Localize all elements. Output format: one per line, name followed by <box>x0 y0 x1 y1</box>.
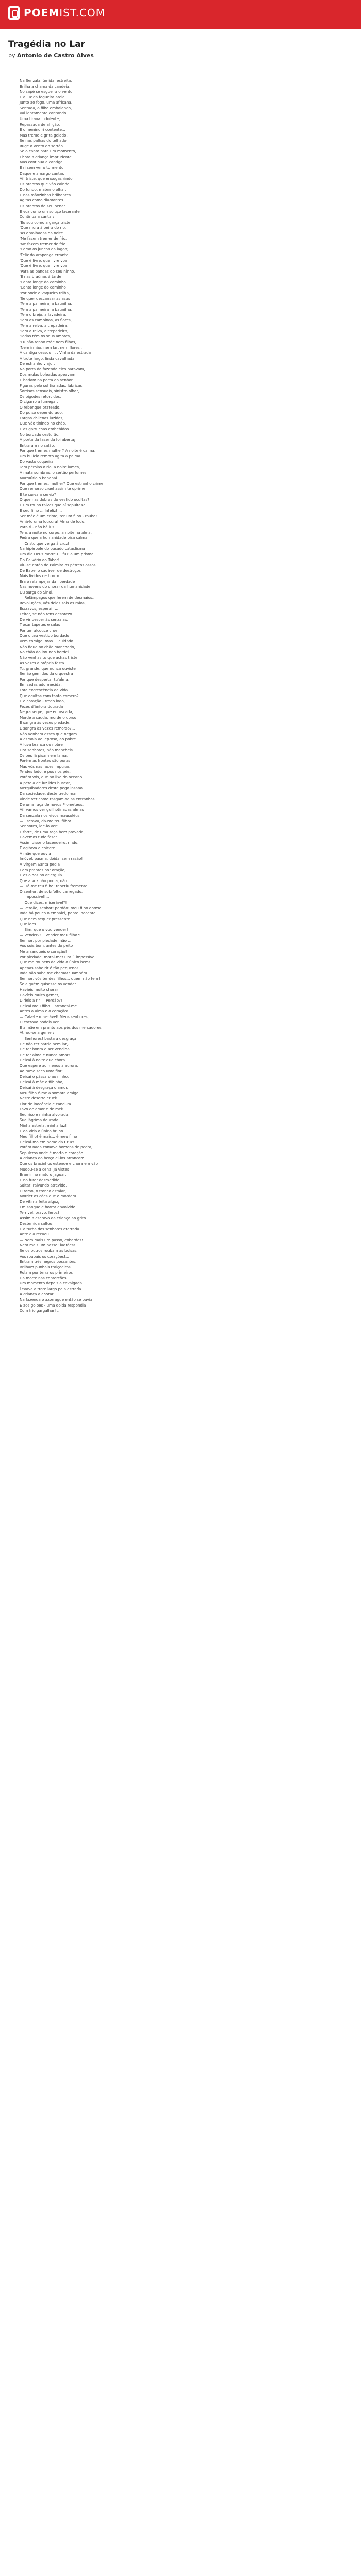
poem-byline <box>8 52 94 59</box>
logo-icon <box>8 6 20 20</box>
author-link[interactable]: Antonio de Castro Alves <box>17 52 94 59</box>
site-header <box>0 0 361 29</box>
logo-text <box>24 7 105 19</box>
poem-title: Tragédia no Lar <box>8 39 86 49</box>
poem-text: Na Senzala, úmida, estreita, Brilha a chama da candeia, No sapé se esgueira o vento. E a luz da fogueira ateia. Junto ao fogo, uma africana, Sentada, o filho embalando, Vai lentamente cantando Uma tirana indolente, Repassada de aflição. E o menino ri contente... Mas treme e grita gelado, Se nas palhas do telhado Ruge o vento do sertão. Se o canto para um momento, Chora a criança imprudente ... Mas continua a cantiga ... E ri sem ver o tormento Daquele amargo cantar. Ai! triste, que enxugas rindo Os prantos que vão caindo Do fundo, materno olhar, E nas mãozinhas brilhantes Agitas como diamantes Os prantos do seu penar ... E voz como um soluço lacerante Continua a cantar: 'Eu sou como a garça triste 'Que mora à beira do rio, 'As orvalhadas da noite 'Me fazem tremer de frio. 'Me fazem tremer de frio 'Como os juncos da lagoa; 'Feliz da araponga errante 'Que é livre, que livre voa. 'Que é livre, que livre voa 'Para as bandas do seu ninho, 'E nas braúnas à tarde 'Canta longe do caminho. 'Canta longe do caminho 'Por onde o vaqueiro trilha, 'Se quer descansar as asas 'Tem a palmeira, a baunilha. 'Tem a palmeira, a baunilha, 'Tem o brejo, a lavadeira, 'Tem as campinas, as flores, 'Tem a relva, a trepadeira, 'Tem a relva, a trepadeira, 'Todas têm os seus amores, 'Eu não tenho mãe nem filhos, 'Nem irmão, nem lar, nem flores'. A cantiga cessou . . . Vinha da estrada A trote largo, linda cavalhada De estranho viajor, Na porta da fazenda eles paravam, Dos mulas boleadas apeavam E batiam na porta do senhor. Figuras pelo sol tisnadas, lúbricas, Sorrisos sensuais, sinistro olhar, Os bigodes retorcidos, O cigarro a fumegar, O rebenque prateado, Do pulso dependurado, Largas chilenas luzidas, Que vão tinindo no chão, E as garruchas embebidas No bordado cesturão. A porta da fazenda foi aberta; Entraram no salão. Por que tremes mulher? A noite é calma, Um bulício remoto agita a palma Do vasto coqueiral. Tem pérolas o rio, a noite lumes, A mata sombras, o sertão perfumes, Murmúrio o bananal. Por que tremes, mulher? Que estranho crime, Que remorso cruel assim te oprime E te curva a cerviz? O que nas dobras do vestido ocultas? É um roubo talvez que aí sepultas? É seu filho ... Infeliz! ... Ser mãe é um crime, ter um filho - roubo! Amá-lo uma loucura! Alma de lodo, Para ti - não há luz. Tens a noite no corpo, a noite na alma, Pedra que a humanidade pisa calma, — Cristo que verga à cruz! Na hipérbole do ousado cataclisma Um dia Deus morreu... fuzila um prisma Do Calvário ao Tabor! Viu-se então de Palmira os pétreos ossos, De Babel o cadáver de destroços Mais lívidos de horror. Era o relampejar da liberdade Nas nuvens do chorar da humanidade, Ou sarça do Sinai, — Relâmpagos que ferem de desmaios... Revoluções, vós deles sois os raios, Escravos, esperai! ... Leitor, se não tens desprezo De vir descer às senzalas, Trocar tapetes e salas Por um alcouce cruel, Que o teu vestido bordado Vem comigo, mas ... cuidado ... Não fique no chão manchado, No chão do imundo bordel. Não venhas tu que achas triste Às vezes a própria festa. Tu, grande, que nunca ouviste Senão gemidos da orquestra Por que despertar tu'alma, Em sedas adormecida, Esta excrescência da vida Que ocultas com tanto esmero? E o coração - tredo lodo, Fezes d'ânfora dourada Negra serpe, que enroscada, Morde a cauda, morde o dorso E sangra às vezes piedade, E sangra às vezes remorso?... Não venham esses que negam A esmola ao leproso, ao pobre. A luva branca do nobre Oh! senhores, não mancheis... Os pés lá pisam em lama, Porém as frontes são puras Mas vós nas faces impuras Tendes lodo, e pus nos pés. Porém vós, que no lixo do oceano A pérola de luz ides buscar, Mergulhadores deste pego insano Da sociedade, deste tredo mar. Vinde ver como rasgam-se as entranhas De uma raça de novos Prometeus, Ai! vamos ver guilhotinadas almas Da senzala nos vivos mausoléus. — Escrava, dá-me teu filho! Senhores, ide-lo ver: É forte, de uma raça bem provada, Havemos tudo fazer. Assim disse o fazendeiro, rindo, E agitava o chicote... A mãe que ouvia Imóvel, pasma, doida, sem razão! À Virgem Santa pedia Com prantos por oração; E os olhos no ar erguia Que a voz não podia, não. — Dá-me teu filho! repetiu fremente O senhor, de sobr'olho carregado. — Impossível!... — Que dizes, miserável?! — Perdão, senhor! perdão! meu filho dorme... Inda há pouco o embalei, pobre inocente, Que nem sequer pressente Que ides... — Sim, que o vou vender! — Vender?!... Vender meu filho?! Senhor, por piedade, não ... Vós sois bom, antes do peito Me arranqueis o coração! Por piedade, matai-me! Oh! É impossível Que me roubem da vida o único bem! Apenas sabe rir é tão pequeno! Inda não sabe me chamar? Também Senhor, vós tendes filhos... quem não tem? Se alguém quisesse os vender Havíeis muito chorar Havíeis muito gemer, Diríeis a rir — Perdão?! Deixai meu filho... arrancai-me Antes a alma e o coração! — Cala-te miserável! Meus senhores, O escravo podeis ver ... E a mãe em pranto aos pés dos mercadores Atirou-se a gemer: — Senhores! basta a desgraça De não ter pátria nem lar,- De ter honra e ser vendida De ter alma e nunca amar! Deixai à noite que chora Que espere ao menos a aurora, Ao ramo seco uma flor; Deixai o pássaro ao ninho, Deixai à mãe o filhinho, Deixai à desgraça o amor. Meu filho é-me a sombra amiga Neste deserto cruel!... Flor de inocência e candura. Favo de amor e de mel! Seu riso é minha alvorada, Sua lágrima dourada Minha estrela, minha luz! É da vida o único brilho Meu filho! é mais... é meu filho Deixai-mo em nome da Cruz!... Porém nada comove homens de pedra, Sepulcros onde é morto o coração. A criança do berço ei-los arrancam Que os bracinhos estende e chora em vão! Mudou-se a cena. Já vistes Bramir no mato o jaguar, E no furor desmedido Saltar, raivando atrevido, O ramo, o tronco estalar, Morder os cães que o mordem... De vítima feita algoz, Em sangue e horror envolvido Terrível, bravo, feroz? Assim a escrava da criança ao grito Destemida saltou, E a turba dos senhores aterrada Ante ela recuou. — Nem mais um passo, cobardes! Nem mais um passo! ladrões! Se os outros roubam as bolsas, Vós roubais os corações!... Entram três negros possantes, Brilham punhais traiçoeiros... Rolam por terra os primeiros Da morte nas contorções. Um momento depois a cavalgada Levava a trote largo pela estrada A criança a chorar. Na fazenda o azorrague então se ouvia E aos golpes - uma doida respondia Com frio gargalhar! ... <box>20 78 105 1313</box>
site-logo[interactable] <box>8 6 105 20</box>
logo-brand-light: IST.COM <box>59 7 105 19</box>
logo-brand-bold: POEM <box>24 7 60 19</box>
byline-by: by <box>8 52 15 59</box>
